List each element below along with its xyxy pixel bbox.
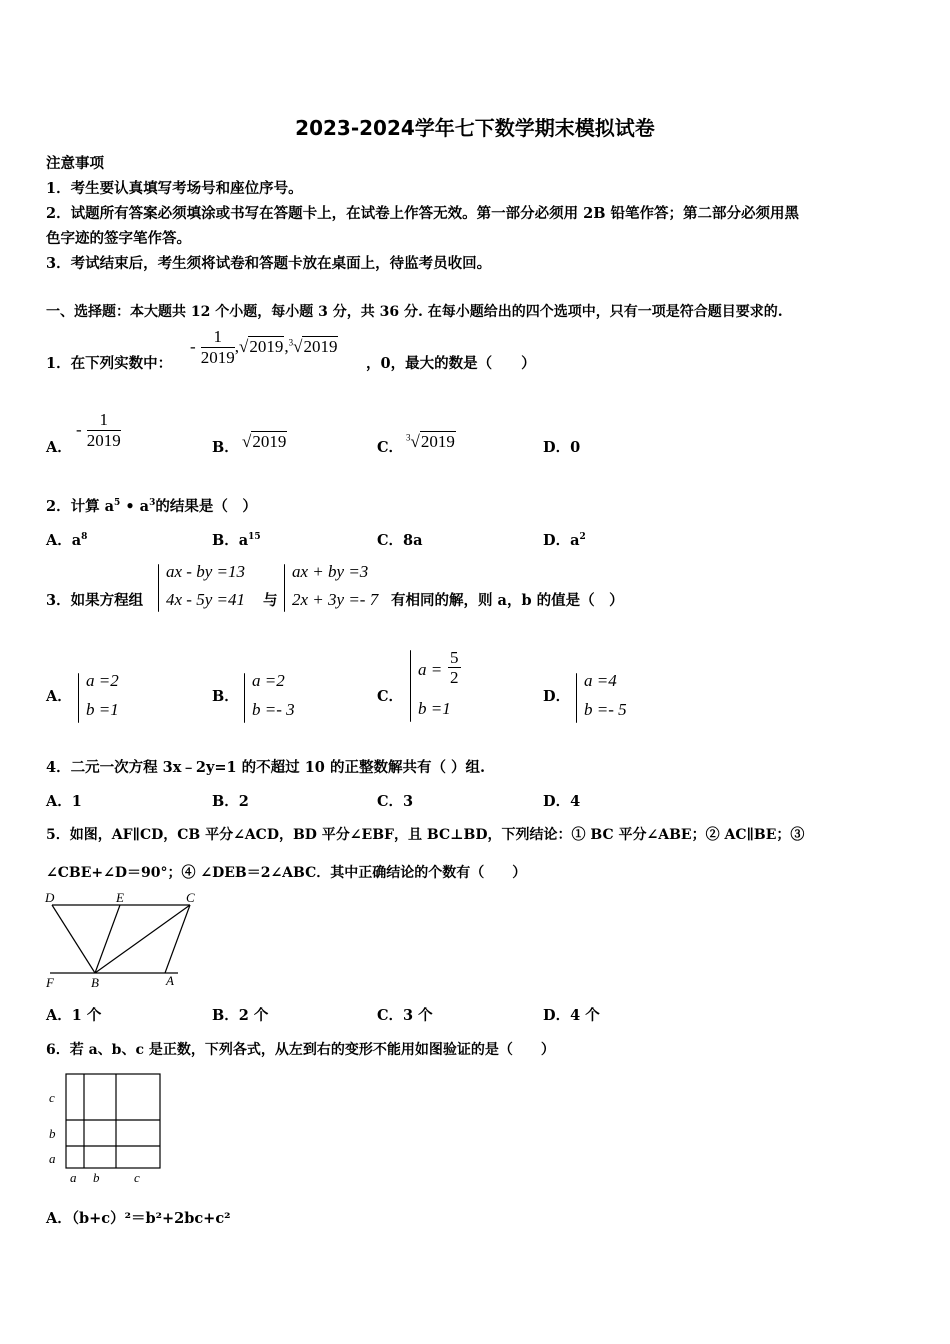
q3-suffix: 有相同的解，则 a，b 的值是（ ）: [391, 592, 624, 609]
q1-option-c: $^3$√2019: [406, 432, 455, 451]
page-title: 2023-2024学年七下数学期末模拟试卷: [295, 116, 655, 140]
q6-area-figure: [44, 1068, 169, 1188]
q4-text: 4．二元一次方程 3x﹣2y=1 的不超过 10 的正整数解共有（ ）组.: [46, 759, 486, 776]
q1-option-d: D．0: [543, 439, 581, 456]
q1-option-b-label: B．: [212, 439, 239, 456]
notice-item: 3．考试结束后，考生须将试卷和答题卡放在桌面上，待监考员收回。: [46, 255, 492, 272]
q5-option-a: A．1 个: [46, 1007, 102, 1024]
fig-label-c: c: [49, 1090, 55, 1105]
fig-label-b: b: [49, 1126, 56, 1141]
q3-option-c: a = 5 2 b =1: [410, 648, 480, 724]
q6-text: 6．若 a、b、c 是正数，下列各式，从左到右的变形不能用如图验证的是（ ）: [46, 1042, 555, 1058]
q3-prefix: 3．如果方程组: [46, 592, 144, 609]
q3-system-2: ax + by =3 2x + 3y =- 7: [284, 562, 394, 614]
q2-option-a: A．$a^8$: [46, 532, 88, 549]
fig-label-e: E: [116, 890, 124, 905]
q1-suffix: ，0，最大的数是（ ）: [366, 355, 536, 372]
q5-geometry-figure: [40, 888, 205, 990]
notice-item: 2．试题所有答案必须填涂或书写在答题卡上，在试卷上作答无效。第一部分必须用 2B 铅笔作答；第二部分必须用黑: [46, 205, 800, 222]
q4-option-d: D．4: [543, 793, 581, 810]
q3-mid: 与: [263, 592, 278, 609]
fig-label-f: F: [46, 975, 54, 990]
q3-option-c-label: C．: [377, 688, 404, 705]
q3-option-d-label: D．: [543, 688, 571, 705]
q4-option-c: C．3: [377, 793, 414, 810]
fig-label-b: B: [91, 975, 99, 990]
q1-option-a: - $\frac{1}{2019}$: [76, 410, 121, 450]
q2-text: 2．计算 $a^5$ • $a^3$的结果是（ ）: [46, 498, 257, 515]
fig-label-d: D: [45, 890, 55, 905]
notice-heading: 注意事项: [46, 155, 104, 172]
q6-option-a: A．（b+c）²＝b²+2bc+c²: [46, 1210, 231, 1227]
notice-item: 1．考生要认真填写考场号和座位序号。: [46, 180, 303, 197]
q2-option-c: C．8a: [377, 532, 423, 549]
q1-prefix: 1．在下列实数中：: [46, 355, 173, 372]
cube-root: $^3$√2019: [288, 337, 338, 356]
fig-label-c: c: [134, 1170, 140, 1185]
q1-option-b: √2019: [242, 432, 287, 451]
q3-option-a: a =2 b =1: [78, 671, 148, 725]
q3-system-1: ax - by =13 4x - 5y =41: [158, 562, 268, 614]
fig-label-a: a: [70, 1170, 77, 1185]
fraction: $\frac{1}{2019}$: [200, 327, 235, 367]
q1-option-a-label: A．: [46, 439, 72, 456]
square-root: √2019: [239, 337, 284, 356]
notice-item: 色字迹的签字笔作答。: [46, 230, 191, 247]
q2-option-b: B．$a^{15}$: [212, 532, 261, 549]
q5-option-d: D．4 个: [543, 1007, 600, 1024]
fig-label-a: a: [49, 1151, 56, 1166]
section-heading: 一、选择题：本大题共 12 个小题，每小题 3 分，共 36 分. 在每小题给出的四个选项中，只有一项是符合题目要求的.: [46, 304, 783, 320]
q1-option-c-label: C．: [377, 439, 404, 456]
fig-label-c: C: [186, 890, 195, 905]
minus-sign: -: [190, 337, 196, 356]
q5-option-c: C．3 个: [377, 1007, 433, 1024]
q5-line2: ∠CBE+∠D＝90°；④ ∠DEB＝2∠ABC．其中正确结论的个数有（ ）: [46, 865, 527, 881]
q3-option-d: a =4 b =- 5: [576, 671, 656, 725]
q3-option-a-label: A．: [46, 688, 72, 705]
q1-number-list: - $\frac{1}{2019}$ ,√2019,$^3$√2019: [190, 327, 338, 367]
q4-option-a: A．1: [46, 793, 82, 810]
fig-label-b: b: [93, 1170, 100, 1185]
q5-option-b: B．2 个: [212, 1007, 269, 1024]
q5-line1: 5．如图，AF∥CD，CB 平分∠ACD，BD 平分∠EBF，且 BC⊥BD，下列结论：① BC 平分∠ABE；② AC∥BE；③: [46, 827, 805, 843]
q3-option-b-label: B．: [212, 688, 239, 705]
fig-label-a: A: [166, 973, 174, 988]
q3-option-b: a =2 b =- 3: [244, 671, 324, 725]
q4-option-b: B．2: [212, 793, 249, 810]
q2-option-d: D．$a^2$: [543, 532, 586, 549]
